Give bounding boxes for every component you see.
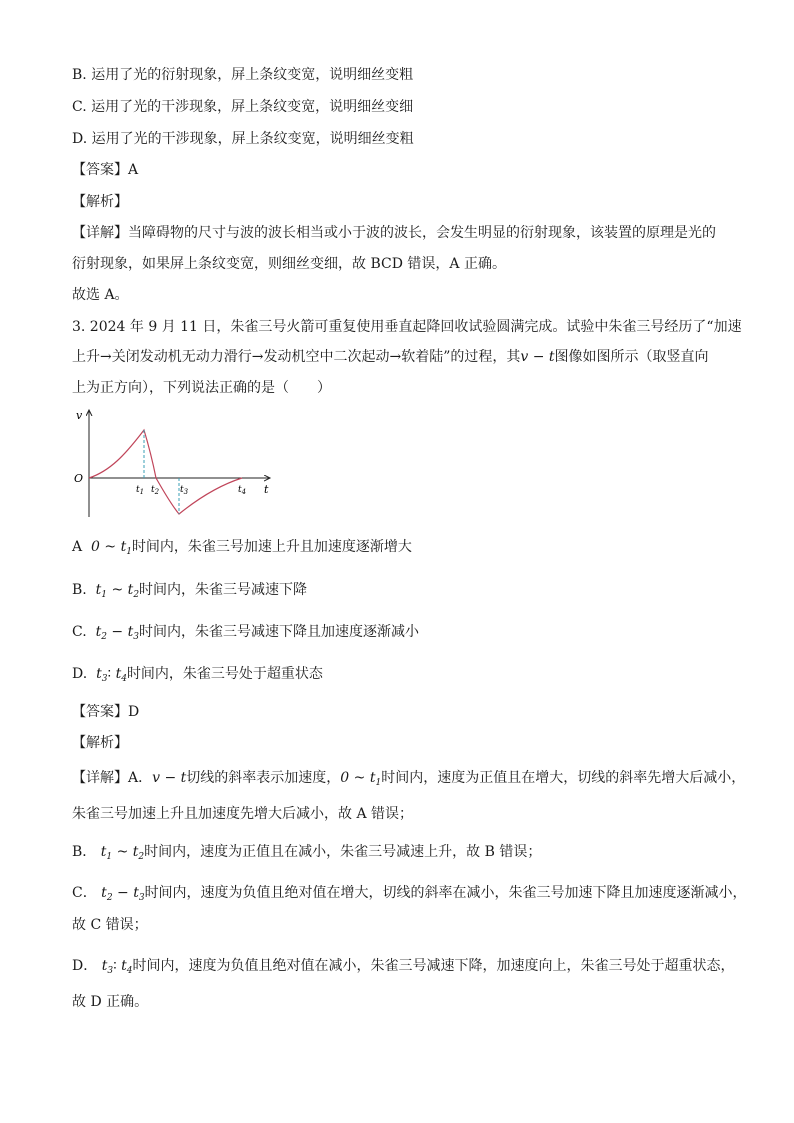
q3-option-a-label: A — [72, 539, 83, 555]
q3-detail-b-label: B． — [72, 844, 97, 860]
q3-detail-c-t1: t — [101, 885, 107, 901]
q3-detail-c-label: C． — [72, 885, 97, 901]
q3-option-b-t1-sub: 1 — [101, 590, 108, 600]
q3-detail-c-t2-sub: 3 — [138, 893, 145, 903]
q2-detail-line-2: 衍射现象，如果屏上条纹变宽，则细丝变细，故 BCD 错误，A 正确。 — [72, 256, 506, 272]
vt-graph-v-label: v — [76, 409, 83, 422]
q3-answer: 【答案】D — [72, 704, 140, 720]
q3-option-a — [72, 537, 412, 562]
q3-option-a-text: 时间内，朱雀三号加速上升且加速度逐渐增大 — [131, 539, 412, 555]
q3-option-d-sep: ∶ — [107, 666, 116, 682]
q3-detail-d-line-2: 故 D 正确。 — [72, 994, 149, 1010]
q3-detail-a-line-2: 朱雀三号加速上升且加速度先增大后减小，故 A 错误； — [72, 806, 414, 822]
q3-option-c-label: C. — [72, 624, 87, 640]
q3-detail-a-line-1 — [72, 768, 745, 793]
q2-analysis-label: 【解析】 — [72, 194, 128, 210]
q3-detail-c-t2: t — [133, 885, 139, 901]
q3-option-b-text: 时间内，朱雀三号减速下降 — [139, 582, 308, 598]
vt-graph-origin: O — [74, 472, 84, 485]
q3-option-a-range-sub: 1 — [126, 547, 132, 557]
q3-detail-c-text: 时间内，速度为负值且绝对值在增大，切线的斜率在减小，朱雀三号加速下降且加速度逐渐减小， — [144, 885, 747, 901]
vt-graph-tick-t2: $t_2$ — [151, 485, 160, 496]
q3-detail-a-mid: 切线的斜率表示加速度， — [186, 770, 341, 786]
q3-detail-b — [72, 842, 541, 867]
q3-option-d-t2: t — [115, 666, 122, 682]
q3-option-a-range: 0 ~ t — [91, 539, 127, 555]
q3-stem-vt: v − t — [520, 349, 555, 365]
q3-detail-d-t2-sub: 4 — [126, 966, 133, 976]
q3-option-c-sep: − — [106, 624, 128, 640]
q3-option-c-t1: t — [95, 624, 102, 640]
q3-detail-b-t2: t — [132, 844, 139, 860]
q3-detail-a-rest: 时间内，速度为正值且在增大，切线的斜率先增大后减小， — [381, 770, 746, 786]
q3-detail-a-range: 0 ~ t — [340, 770, 376, 786]
q3-stem-line-2 — [72, 347, 709, 367]
vt-graph-tick-t1: $t_1$ — [136, 485, 145, 496]
q3-option-b-t2: t — [127, 582, 134, 598]
q3-detail-c-sep: − — [112, 885, 134, 901]
q3-option-b-t2-sub: 2 — [133, 590, 140, 600]
q3-option-d-label: D. — [72, 666, 88, 682]
q3-detail-b-sep: ~ — [112, 844, 133, 860]
q3-option-c — [72, 622, 419, 647]
q3-analysis-label: 【解析】 — [72, 735, 128, 751]
q3-detail-b-text: 时间内，速度为正值且在减小，朱雀三号减速上升，故 B 错误； — [144, 844, 542, 860]
q2-answer: 【答案】A — [72, 162, 139, 178]
q3-detail-b-t1: t — [100, 844, 107, 860]
vt-graph-tick-t3: $t_3$ — [180, 485, 189, 496]
q3-option-d-t2-sub: 4 — [121, 674, 127, 684]
vt-graph-tick-t4: $t_4$ — [238, 485, 247, 496]
q3-option-c-t1-sub: 2 — [101, 632, 107, 642]
q3-option-d-text: 时间内，朱雀三号处于超重状态 — [126, 666, 323, 682]
q2-choice: 故选 A。 — [72, 287, 129, 303]
q3-detail-d-text: 时间内，速度为负值且绝对值在减小，朱雀三号减速下降，加速度向上，朱雀三号处于超重状态， — [132, 958, 735, 974]
q3-detail-b-t2-sub: 2 — [138, 852, 145, 862]
q3-detail-d-t1-sub: 3 — [107, 966, 114, 976]
q2-detail-line-1: 【详解】当障碍物的尺寸与波的波长相当或小于波的波长，会发生明显的衍射现象，该装置的原理是光的 — [72, 225, 716, 241]
q3-detail-c-line-2: 故 C 错误； — [72, 917, 148, 933]
vt-graph-curve — [89, 430, 242, 514]
q3-option-d-t1: t — [96, 666, 102, 682]
q3-option-d-t1-sub: 3 — [101, 674, 108, 684]
q3-stem-line-2b: 图像如图所示（取竖直向 — [554, 349, 709, 365]
vt-graph-t-label: t — [264, 483, 269, 496]
q2-option-d: D. 运用了光的干涉现象，屏上条纹变宽，说明细丝变粗 — [72, 131, 414, 147]
q3-detail-d-t2: t — [121, 958, 127, 974]
q3-detail-d — [72, 956, 735, 981]
q3-detail-b-t1-sub: 1 — [106, 852, 113, 862]
q3-stem-line-3: 上为正方向），下列说法正确的是（ ） — [72, 380, 331, 396]
q3-detail-d-t1: t — [101, 958, 108, 974]
q3-detail-a-vt: v − t — [152, 770, 187, 786]
q3-option-c-t2-sub: 3 — [133, 632, 139, 642]
q3-detail-d-label: D． — [72, 958, 98, 974]
q3-detail-a-range-sub: 1 — [375, 778, 382, 788]
q3-option-c-t2: t — [127, 624, 134, 640]
q3-stem-line-2a: 上升→关闭发动机无动力滑行→发动机空中二次起动→软着陆”的过程，其 — [72, 349, 521, 365]
q3-option-b-sep: ~ — [107, 582, 128, 598]
q3-option-d — [72, 664, 323, 689]
q2-option-c: C. 运用了光的干涉现象，屏上条纹变宽，说明细丝变细 — [72, 99, 414, 115]
vt-graph — [70, 405, 290, 525]
q3-option-b — [72, 580, 307, 605]
q2-option-b: B. 运用了光的衍射现象，屏上条纹变宽，说明细丝变粗 — [72, 67, 414, 83]
q3-option-b-label: B. — [72, 582, 87, 598]
q3-detail-d-sep: ∶ — [113, 958, 122, 974]
q3-detail-c — [72, 883, 747, 908]
q3-detail-c-t1-sub: 2 — [106, 893, 113, 903]
q3-option-c-text: 时间内，朱雀三号减速下降且加速度逐渐减小 — [138, 624, 419, 640]
q3-detail-a-prefix: 【详解】A． — [72, 770, 153, 786]
q3-stem-line-1: 3. 2024 年 9 月 11 日，朱雀三号火箭可重复使用垂直起降回收试验圆满完成。试验中朱雀三号经历了“加速 — [72, 319, 742, 335]
q3-option-b-t1: t — [95, 582, 102, 598]
